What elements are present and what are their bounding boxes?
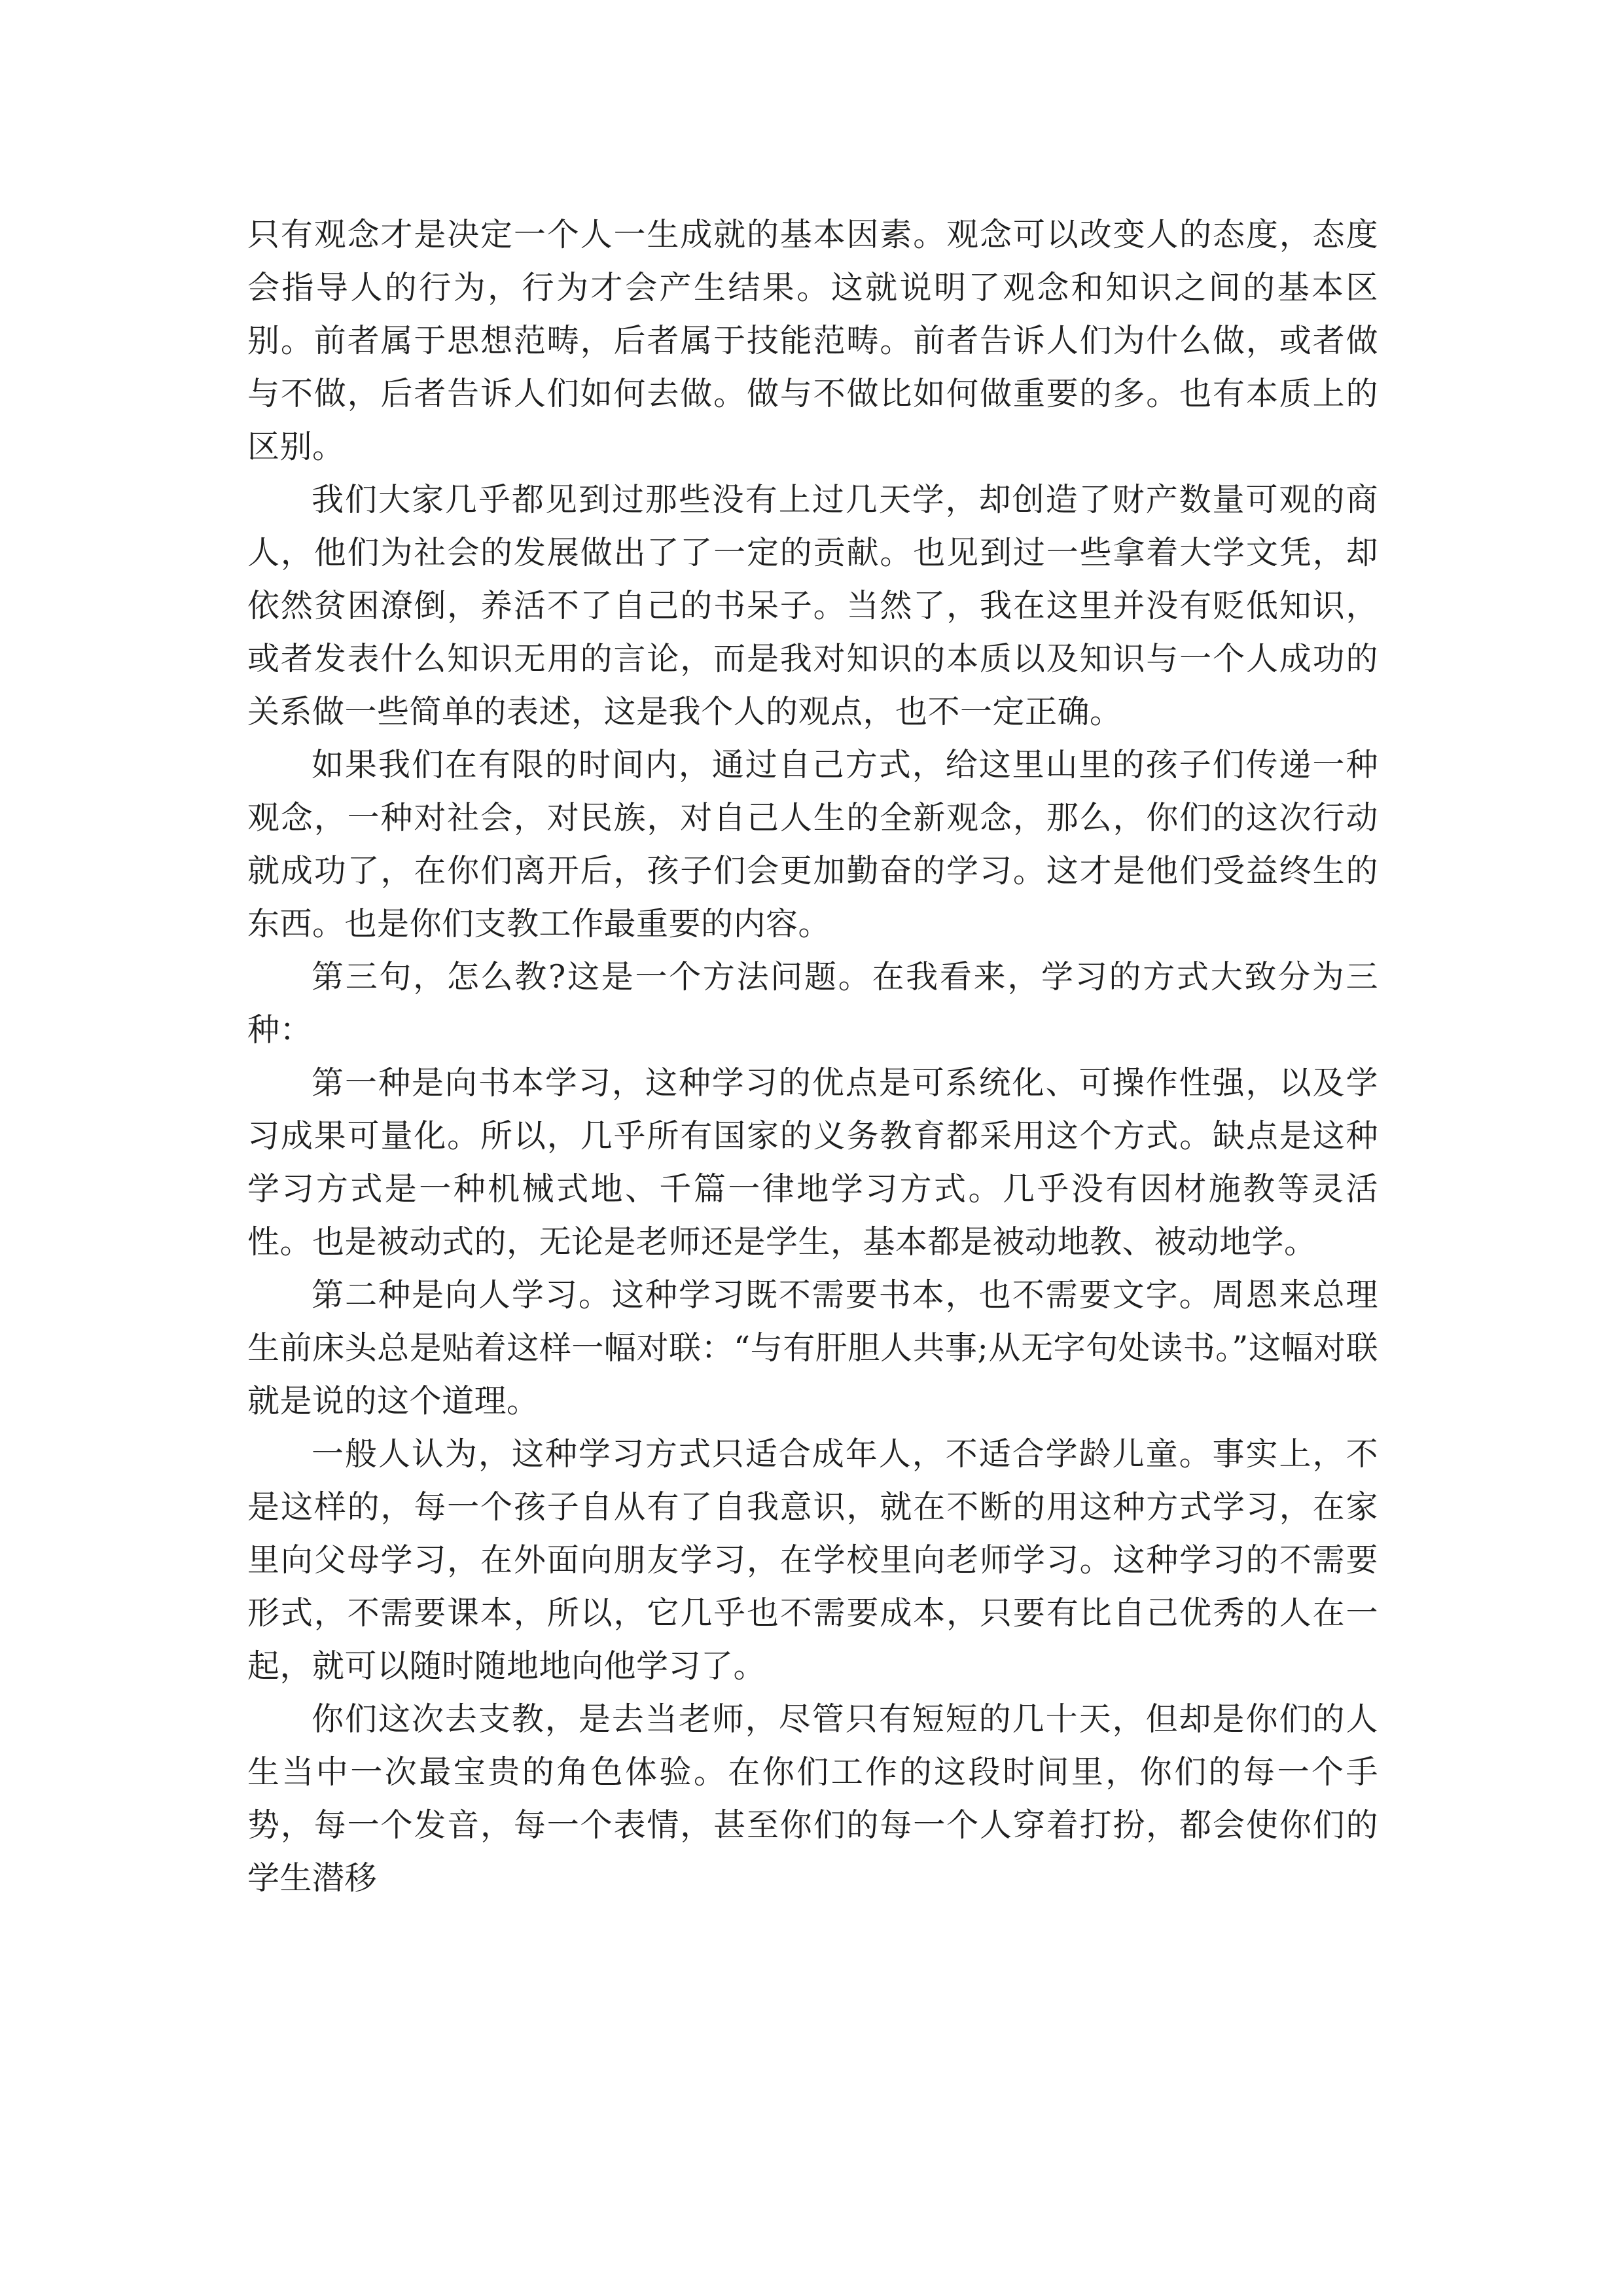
paragraph-4: 第三句，怎么教?这是一个方法问题。在我看来，学习的方式大致分为三种： [247, 958, 1378, 1049]
paragraph-8: 你们这次去支教，是去当老师，尽管只有短短的几十天，但却是你们的人生当中一次最宝贵的角色体验。在你们工作的这段时间里，你们的每一个手势，每一个发音，每一个表情，甚至你们的每一个人穿着打扮，都会使你们的学生潜移 [247, 1700, 1378, 1897]
paragraph-3: 如果我们在有限的时间内，通过自己方式，给这里山里的孩子们传递一种观念，一种对社会，对民族，对自己人生的全新观念，那么，你们的这次行动就成功了，在你们离开后，孩子们会更加勤奋的学习。这才是他们受益终生的东西。也是你们支教工作最重要的内容。 [247, 746, 1378, 942]
paragraph-7: 一般人认为，这种学习方式只适合成年人，不适合学龄儿童。事实上，不是这样的，每一个孩子自从有了自我意识，就在不断的用这种方式学习，在家里向父母学习，在外面向朋友学习，在学校里向老师学习。这种学习的不需要形式，不需要课本，所以，它几乎也不需要成本，只要有比自己优秀的人在一起，就可以随时随地地向他学习了。 [247, 1435, 1378, 1685]
paragraph-1: 只有观念才是决定一个人一生成就的基本因素。观念可以改变人的态度，态度会指导人的行为，行为才会产生结果。这就说明了观念和知识之间的基本区别。前者属于思想范畴，后者属于技能范畴。前者告诉人们为什么做，或者做与不做，后者告诉人们如何去做。做与不做比如何做重要的多。也有本质上的区别。 [247, 216, 1378, 465]
document-body [247, 208, 1378, 1905]
paragraph-2: 我们大家几乎都见到过那些没有上过几天学，却创造了财产数量可观的商人，他们为社会的发展做出了了一定的贡献。也见到过一些拿着大学文凭，却依然贫困潦倒，养活不了自己的书呆子。当然了，我在这里并没有贬低知识，或者发表什么知识无用的言论，而是我对知识的本质以及知识与一个人成功的关系做一些简单的表述，这是我个人的观点，也不一定正确。 [247, 481, 1378, 730]
paragraph-6: 第二种是向人学习。这种学习既不需要书本，也不需要文字。周恩来总理生前床头总是贴着这样一幅对联：“与有肝胆人共事;从无字句处读书。”这幅对联就是说的这个道理。 [247, 1276, 1378, 1420]
paragraph-5: 第一种是向书本学习，这种学习的优点是可系统化、可操作性强，以及学习成果可量化。所以，几乎所有国家的义务教育都采用这个方式。缺点是这种学习方式是一种机械式地、千篇一律地学习方式。几乎没有因材施教等灵活性。也是被动式的，无论是老师还是学生，基本都是被动地教、被动地学。 [247, 1064, 1378, 1261]
